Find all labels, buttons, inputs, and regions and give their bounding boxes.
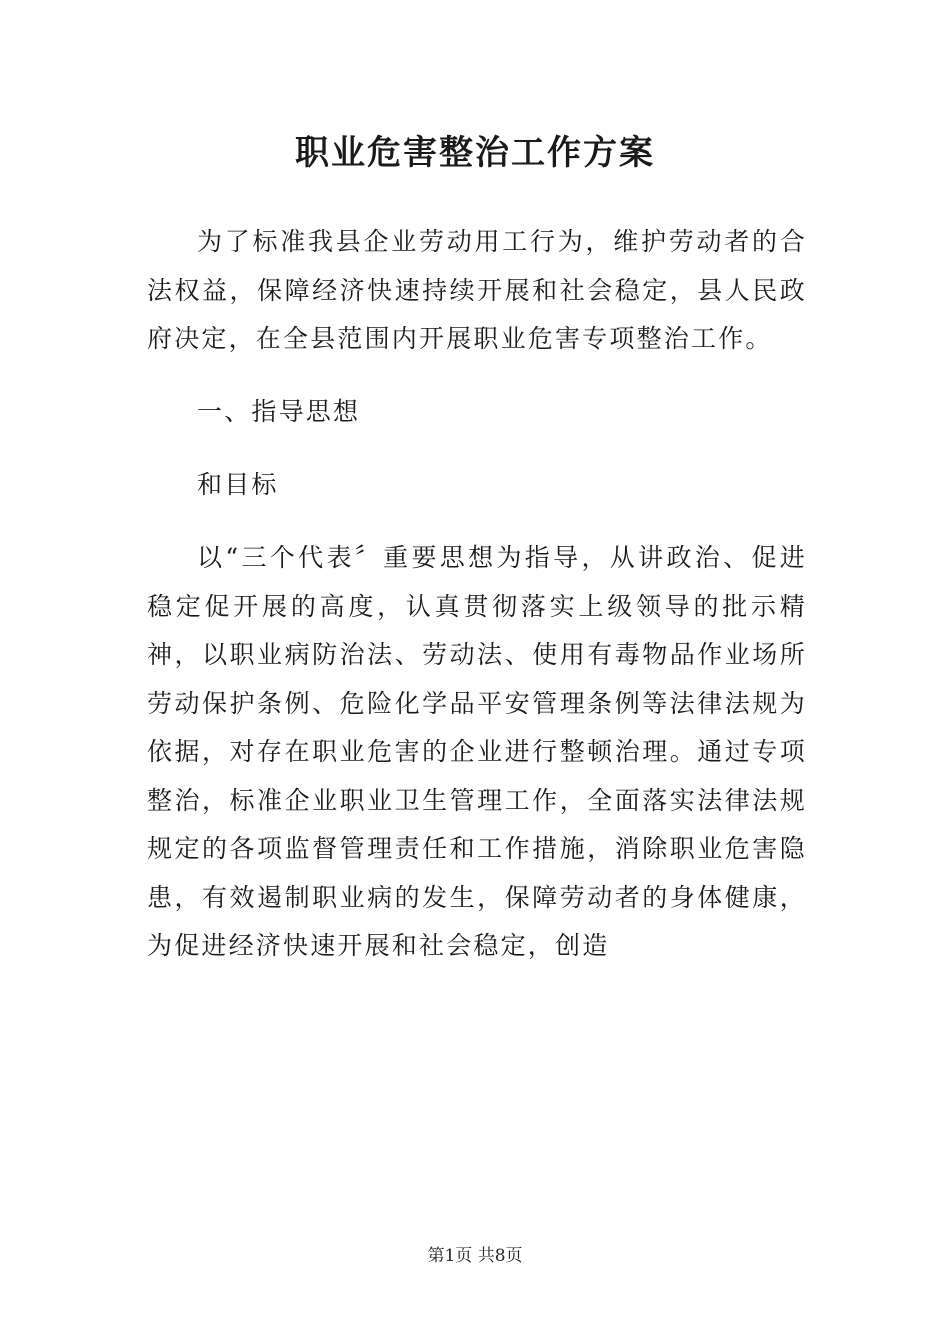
document-title: 职业危害整治工作方案 [295,133,655,173]
guiding-thought-paragraph: 以“三个代表〞重要思想为指导，从讲政治、促进稳定促开展的高度，认真贯彻落实上级领导的批示精神，以职业病防治法、劳动法、使用有毒物品作业场所劳动保护条例、危险化学品平安管理条例等法律法规为依据，对存在职业危害的企业进行整顿治理。通过专项整治，标准企业职业卫生管理工作，全面落实法律法规规定的各项监督管理责任和工作措施，消除职业危害隐患，有效遏制职业病的发生，保障劳动者的身体健康，为促进经济快速开展和社会稳定，创造 [147,543,807,960]
document-body [147,218,807,971]
page-number-footer: 第1页 共8页 [427,1246,523,1266]
intro-paragraph: 为了标准我县企业劳动用工行为，维护劳动者的合法权益，保障经济快速持续开展和社会稳定，县人民政府决定，在全县范围内开展职业危害专项整治工作。 [147,227,807,353]
section-heading-continuation: 和目标 [197,470,279,499]
section-heading-guiding-thought: 一、指导思想 [197,397,361,426]
